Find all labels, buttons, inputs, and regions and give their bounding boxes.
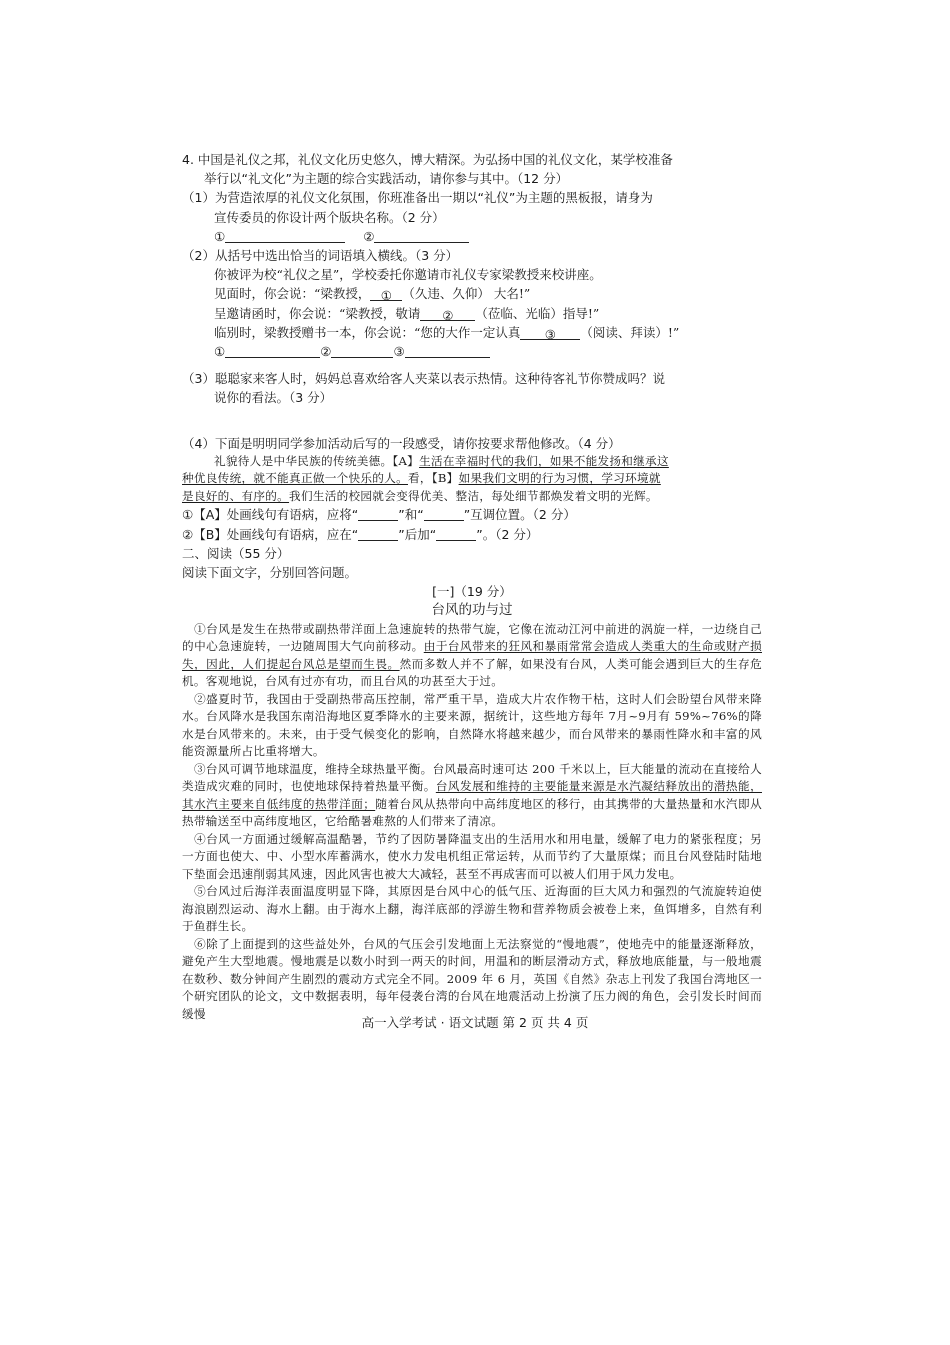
- q4-part4-text-1: [182, 453, 762, 471]
- text: 礼貌待人是中华民族的传统美德。【A】: [214, 453, 420, 468]
- q4-part1-line-1: （1）为营造浓厚的礼仪文化氛围，你班准备出一期以“礼仪”为主题的黑板报，请身为: [182, 190, 653, 206]
- q4-part2-line-4: [182, 304, 762, 323]
- underlined-sentence-a: 生活在幸福时代的我们，如果不能发扬和继承这: [419, 453, 669, 468]
- paragraph-5: [182, 883, 762, 936]
- q4-part4-question-2: [182, 525, 762, 544]
- blank-label: ①: [380, 288, 393, 304]
- passage-body: [182, 621, 762, 1024]
- text: ⑥除了上面提到的这些益处外，台风的气压会引发地面上无法察觉的“慢地震”，使地壳中的能量逐渐释放，避免产生大型地震。慢地震是以数小时到一两天的时间，用温和的断层滑动方式，释放地底能量，与一般地震在数秒、数分钟间产生剧烈的震动方式完全不同。2009 年 6 月，英国《自然》杂志上刊发了我国台湾地区一个研究团队的论文，文中数据表明，每年侵袭台湾的台风在地震活动上扮演了压力阀的角色，会引发长时间而缓慢: [182, 936, 762, 1021]
- text: ①台风是发生在热带或副热带洋面上急速旋转的热带气旋，它像在流动江河中前进的涡旋一样，一边绕自己的中心急速旋转，一边随周围大气向前移动。: [182, 621, 762, 654]
- answer-blank[interactable]: [225, 228, 345, 243]
- answer-blank[interactable]: [424, 506, 464, 521]
- page-footer: 高一入学考试 · 语文试题 第 2 页 共 4 页: [361, 1015, 589, 1030]
- answer-blank[interactable]: [358, 526, 398, 541]
- q4-part4-text-3: [182, 488, 762, 506]
- answer-blank[interactable]: [436, 526, 476, 541]
- answer-blank[interactable]: [405, 343, 490, 358]
- exam-page: [182, 150, 762, 1023]
- text: ①【A】处画线句有语病，应将“: [182, 507, 359, 523]
- text: 见面时，你会说：“梁教授，: [214, 286, 371, 302]
- text: （久违、久仰） 大名!”: [402, 286, 531, 302]
- q4-part2-line-2: 你被评为校“礼仪之星”，学校委托你邀请市礼仪专家梁教授来校讲座。: [214, 267, 602, 283]
- text: ”。（2 分）: [476, 526, 539, 542]
- q4-part3-line-2: 说你的看法。（3 分）: [214, 390, 333, 406]
- answer-blank[interactable]: [420, 306, 475, 321]
- section-heading: 二、阅读（55 分）: [182, 545, 290, 561]
- text: 然而多数人并不了解，如果没有台风，人类可能会遇到巨大的生存危机。客观地说，台风有过亦有功，而且台风的功甚至大于过。: [182, 656, 762, 689]
- underlined-sentence-b: 是良好的、有序的。: [182, 488, 290, 503]
- q4-part3-line-1: （3）聪聪家来客人时，妈妈总喜欢给客人夹菜以表示热情。这种待客礼节你赞成吗？说: [182, 371, 665, 387]
- underlined-sentence-b: 如果我们文明的行为习惯，学习环境就: [458, 471, 661, 486]
- q4-part4-line-1: （4）下面是明明同学参加活动后写的一段感受，请你按要求帮他修改。（4 分）: [182, 435, 621, 451]
- q4-part2-line-5: [182, 323, 762, 342]
- paragraph-6: [182, 936, 762, 1024]
- underlined-sentence: 由于台风带来的狂风和暴雨常常会造成人类重大的生命或财产损失，因此，人们提起台风总是望而生畏。: [182, 639, 762, 671]
- q4-part2-line-3: [182, 284, 762, 303]
- answer-blank[interactable]: [374, 228, 469, 243]
- q4-stem-line-2: 举行以“礼文化”为主题的综合实践活动，请你参与其中。（12 分）: [204, 171, 569, 187]
- passage-label: [一]（19 分）: [432, 584, 512, 600]
- paragraph-4: [182, 831, 762, 884]
- text: 临别时，梁教授赠书一本，你会说：“您的大作一定认真: [214, 324, 521, 340]
- blank-label-3: ③: [393, 344, 405, 360]
- answer-blank[interactable]: [225, 343, 320, 358]
- q4-part2-line-1: （2）从括号中选出恰当的词语填入横线。（3 分）: [182, 248, 459, 264]
- answer-blank[interactable]: [331, 343, 393, 358]
- blank-label-2: ②: [320, 344, 332, 360]
- text: ⑤台风过后海洋表面温度明显下降，其原因是台风中心的低气压、近海面的巨大风力和强烈的气流旋转迫使海浪剧烈运动、海水上翻。由于海水上翻，海洋底部的浮游生物和营养物质会被卷上来，鱼饵增多，自然有利于鱼群生长。: [182, 884, 762, 934]
- text: （阅读、拜读）!”: [580, 324, 680, 340]
- q4-part1-blanks: [182, 227, 762, 246]
- text: ④台风一方面通过缓解高温酷暑，节约了因防暑降温支出的生活用水和用电量，缓解了电力的紧张程度；另一方面也使大、中、小型水库蓄满水，使水力发电机组正常运转，从而节约了大量原煤；而且台风登陆时陆地下垫面会迅速削弱其风速，因此风害也被大大减轻，甚至不再成害而可以被人们用于风力发电。: [182, 831, 762, 881]
- text: ”后加“: [398, 526, 437, 542]
- text: ③台风可调节地球温度，维持全球热量平衡。台风最高时速可达 200 千米以上，巨大能量的流动在直接给人类造成灾难的同时，也使地球保持着热量平衡。: [182, 761, 762, 794]
- paragraph-1: [182, 621, 762, 691]
- blank-label: ③: [544, 326, 557, 342]
- q4-part1-line-2: 宣传委员的你设计两个版块名称。（2 分）: [214, 209, 445, 225]
- answer-blank[interactable]: [520, 325, 580, 340]
- q4-part4-question-1: [182, 505, 762, 524]
- q4-part2-blanks: [182, 342, 762, 361]
- paragraph-3: [182, 761, 762, 831]
- text: 看，【B】: [407, 471, 459, 486]
- text: ②盛夏时节，我国由于受副热带高压控制，常严重干旱，造成大片农作物干枯，这时人们会盼望台风带来降水。台风降水是我国东南沿海地区夏季降水的主要来源，据统计，这些地方每年 7月~9月有 59%~76%的降水是台风带来的。未来，由于受气候变化的影响，自然降水将越来越少，而台风带来的暴雨性降水和丰富的风能资源量所占比重将增大。: [182, 691, 762, 759]
- blank-label-1: ①: [214, 344, 226, 360]
- answer-blank[interactable]: [358, 506, 398, 521]
- text: （莅临、光临）指导!”: [475, 305, 600, 321]
- section-intro: 阅读下面文字，分别回答问题。: [182, 564, 358, 580]
- blank-label-1: ①: [214, 228, 226, 244]
- text: 随着台风从热带向中高纬度地区的移行，由其携带的大量热量和水汽即从热带输送至中高纬度地区，它给酷暑难熬的人们带来了清凉。: [182, 796, 762, 829]
- passage-title: 台风的功与过: [431, 602, 513, 619]
- blank-label: ②: [442, 307, 454, 323]
- text: 呈邀请函时，你会说：“梁教授，敬请: [214, 305, 421, 321]
- paragraph-2: [182, 691, 762, 761]
- q4-part4-text-2: [182, 470, 762, 488]
- underlined-sentence: 台风发展和维持的主要能量来源是水汽凝结释放出的潜热能，其水汽主要来自低纬度的热带洋面；: [182, 779, 762, 811]
- text: ”和“: [398, 507, 424, 523]
- q4-stem-line-1: 4. 中国是礼仪之邦，礼仪文化历史悠久，博大精深。为弘扬中国的礼仪文化，某学校准备: [182, 152, 673, 167]
- blank-label-2: ②: [363, 228, 375, 244]
- underlined-sentence-a: 种优良传统，就不能真正做一个快乐的人。: [182, 471, 408, 486]
- text: ②【B】处画线句有语病，应在“: [182, 526, 359, 542]
- answer-blank[interactable]: [370, 286, 402, 304]
- text: ”互调位置。（2 分）: [463, 507, 576, 523]
- text: 我们生活的校园就会变得优美、整洁，每处细节都焕发着文明的光辉。: [289, 488, 658, 503]
